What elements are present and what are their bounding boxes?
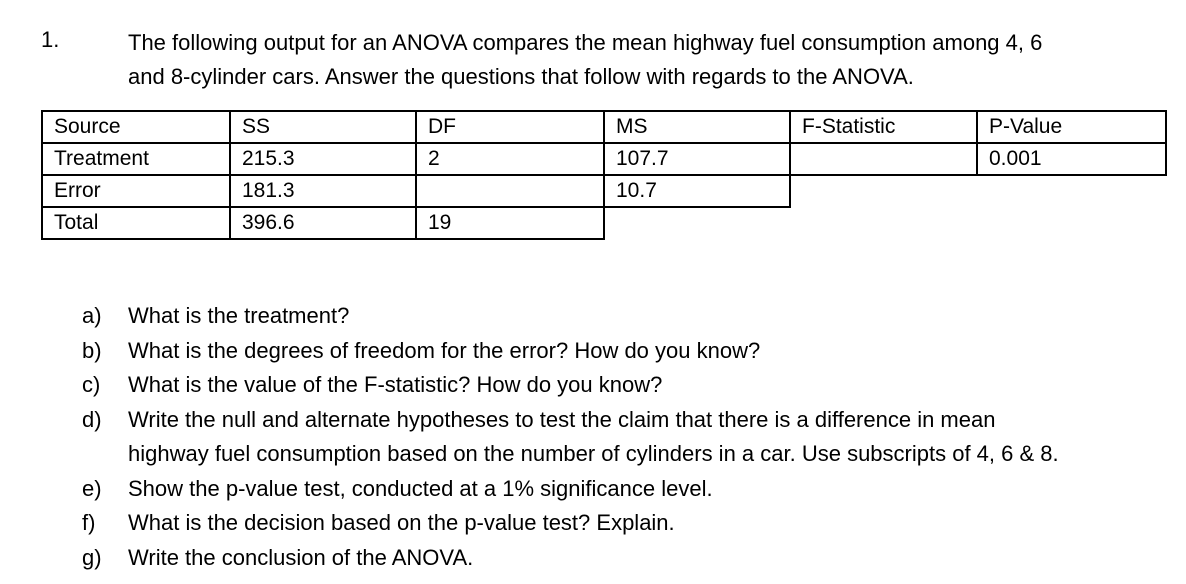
sub-question-a	[82, 299, 1059, 334]
cell-df-blank	[416, 175, 604, 207]
sub-question-c	[82, 368, 1059, 403]
header-p-value: P-Value	[977, 111, 1166, 143]
sub-question-list	[82, 299, 1059, 575]
sub-question-letter: c)	[82, 372, 101, 397]
table-row-total	[42, 207, 1166, 239]
cell-ss: 181.3	[230, 175, 416, 207]
sub-question-text: Show the p-value test, conducted at a 1% significance level.	[128, 475, 713, 501]
sub-question-f	[82, 506, 1059, 541]
sub-question-e	[82, 472, 1059, 507]
sub-question-letter: a)	[82, 303, 102, 328]
question-number: 1.	[41, 27, 60, 52]
cell-source: Error	[42, 175, 230, 207]
cell-f-statistic-blank	[790, 143, 977, 175]
cell-df: 19	[416, 207, 604, 239]
cell-source: Treatment	[42, 143, 230, 175]
sub-question-letter: f)	[82, 510, 96, 535]
sub-question-text: What is the treatment?	[128, 303, 350, 328]
sub-question-letter: g)	[82, 544, 102, 570]
header-ms: MS	[604, 111, 790, 143]
question-intro	[128, 26, 1168, 94]
anova-table	[41, 110, 1167, 240]
header-f-statistic: F-Statistic	[790, 111, 977, 143]
header-df: DF	[416, 111, 604, 143]
cell-source: Total	[42, 207, 230, 239]
table-row-treatment	[42, 143, 1166, 175]
cell-p-value: 0.001	[977, 143, 1166, 175]
sub-question-text: What is the decision based on the p-value test? Explain.	[128, 510, 675, 535]
sub-question-text-continued: highway fuel consumption based on the number of cylinders in a car. Use subscripts of 4, 6 & 8.	[128, 441, 1059, 466]
cell-ss: 215.3	[230, 143, 416, 175]
sub-question-d	[82, 403, 1059, 472]
sub-question-letter: d)	[82, 406, 102, 432]
sub-question-b	[82, 334, 1059, 369]
sub-question-g	[82, 541, 1059, 576]
sub-question-text: What is the value of the F-statistic? How do you know?	[128, 372, 663, 397]
sub-question-text: What is the degrees of freedom for the error? How do you know?	[128, 337, 761, 363]
cell-ss: 396.6	[230, 207, 416, 239]
sub-question-letter: e)	[82, 475, 102, 501]
cell-ms: 10.7	[604, 175, 790, 207]
intro-line: The following output for an ANOVA compares the mean highway fuel consumption among 4, 6	[128, 30, 1043, 55]
sub-question-letter: b)	[82, 337, 102, 363]
sub-question-text: Write the null and alternate hypotheses to test the claim that there is a difference in mean	[128, 406, 996, 432]
table-header-row	[42, 111, 1166, 143]
header-ss: SS	[230, 111, 416, 143]
cell-df: 2	[416, 143, 604, 175]
sub-question-text: Write the conclusion of the ANOVA.	[128, 544, 474, 570]
table-row-error	[42, 175, 1166, 207]
header-source: Source	[42, 111, 230, 143]
cell-ms: 107.7	[604, 143, 790, 175]
intro-line: and 8-cylinder cars. Answer the questions that follow with regards to the ANOVA.	[128, 64, 914, 89]
